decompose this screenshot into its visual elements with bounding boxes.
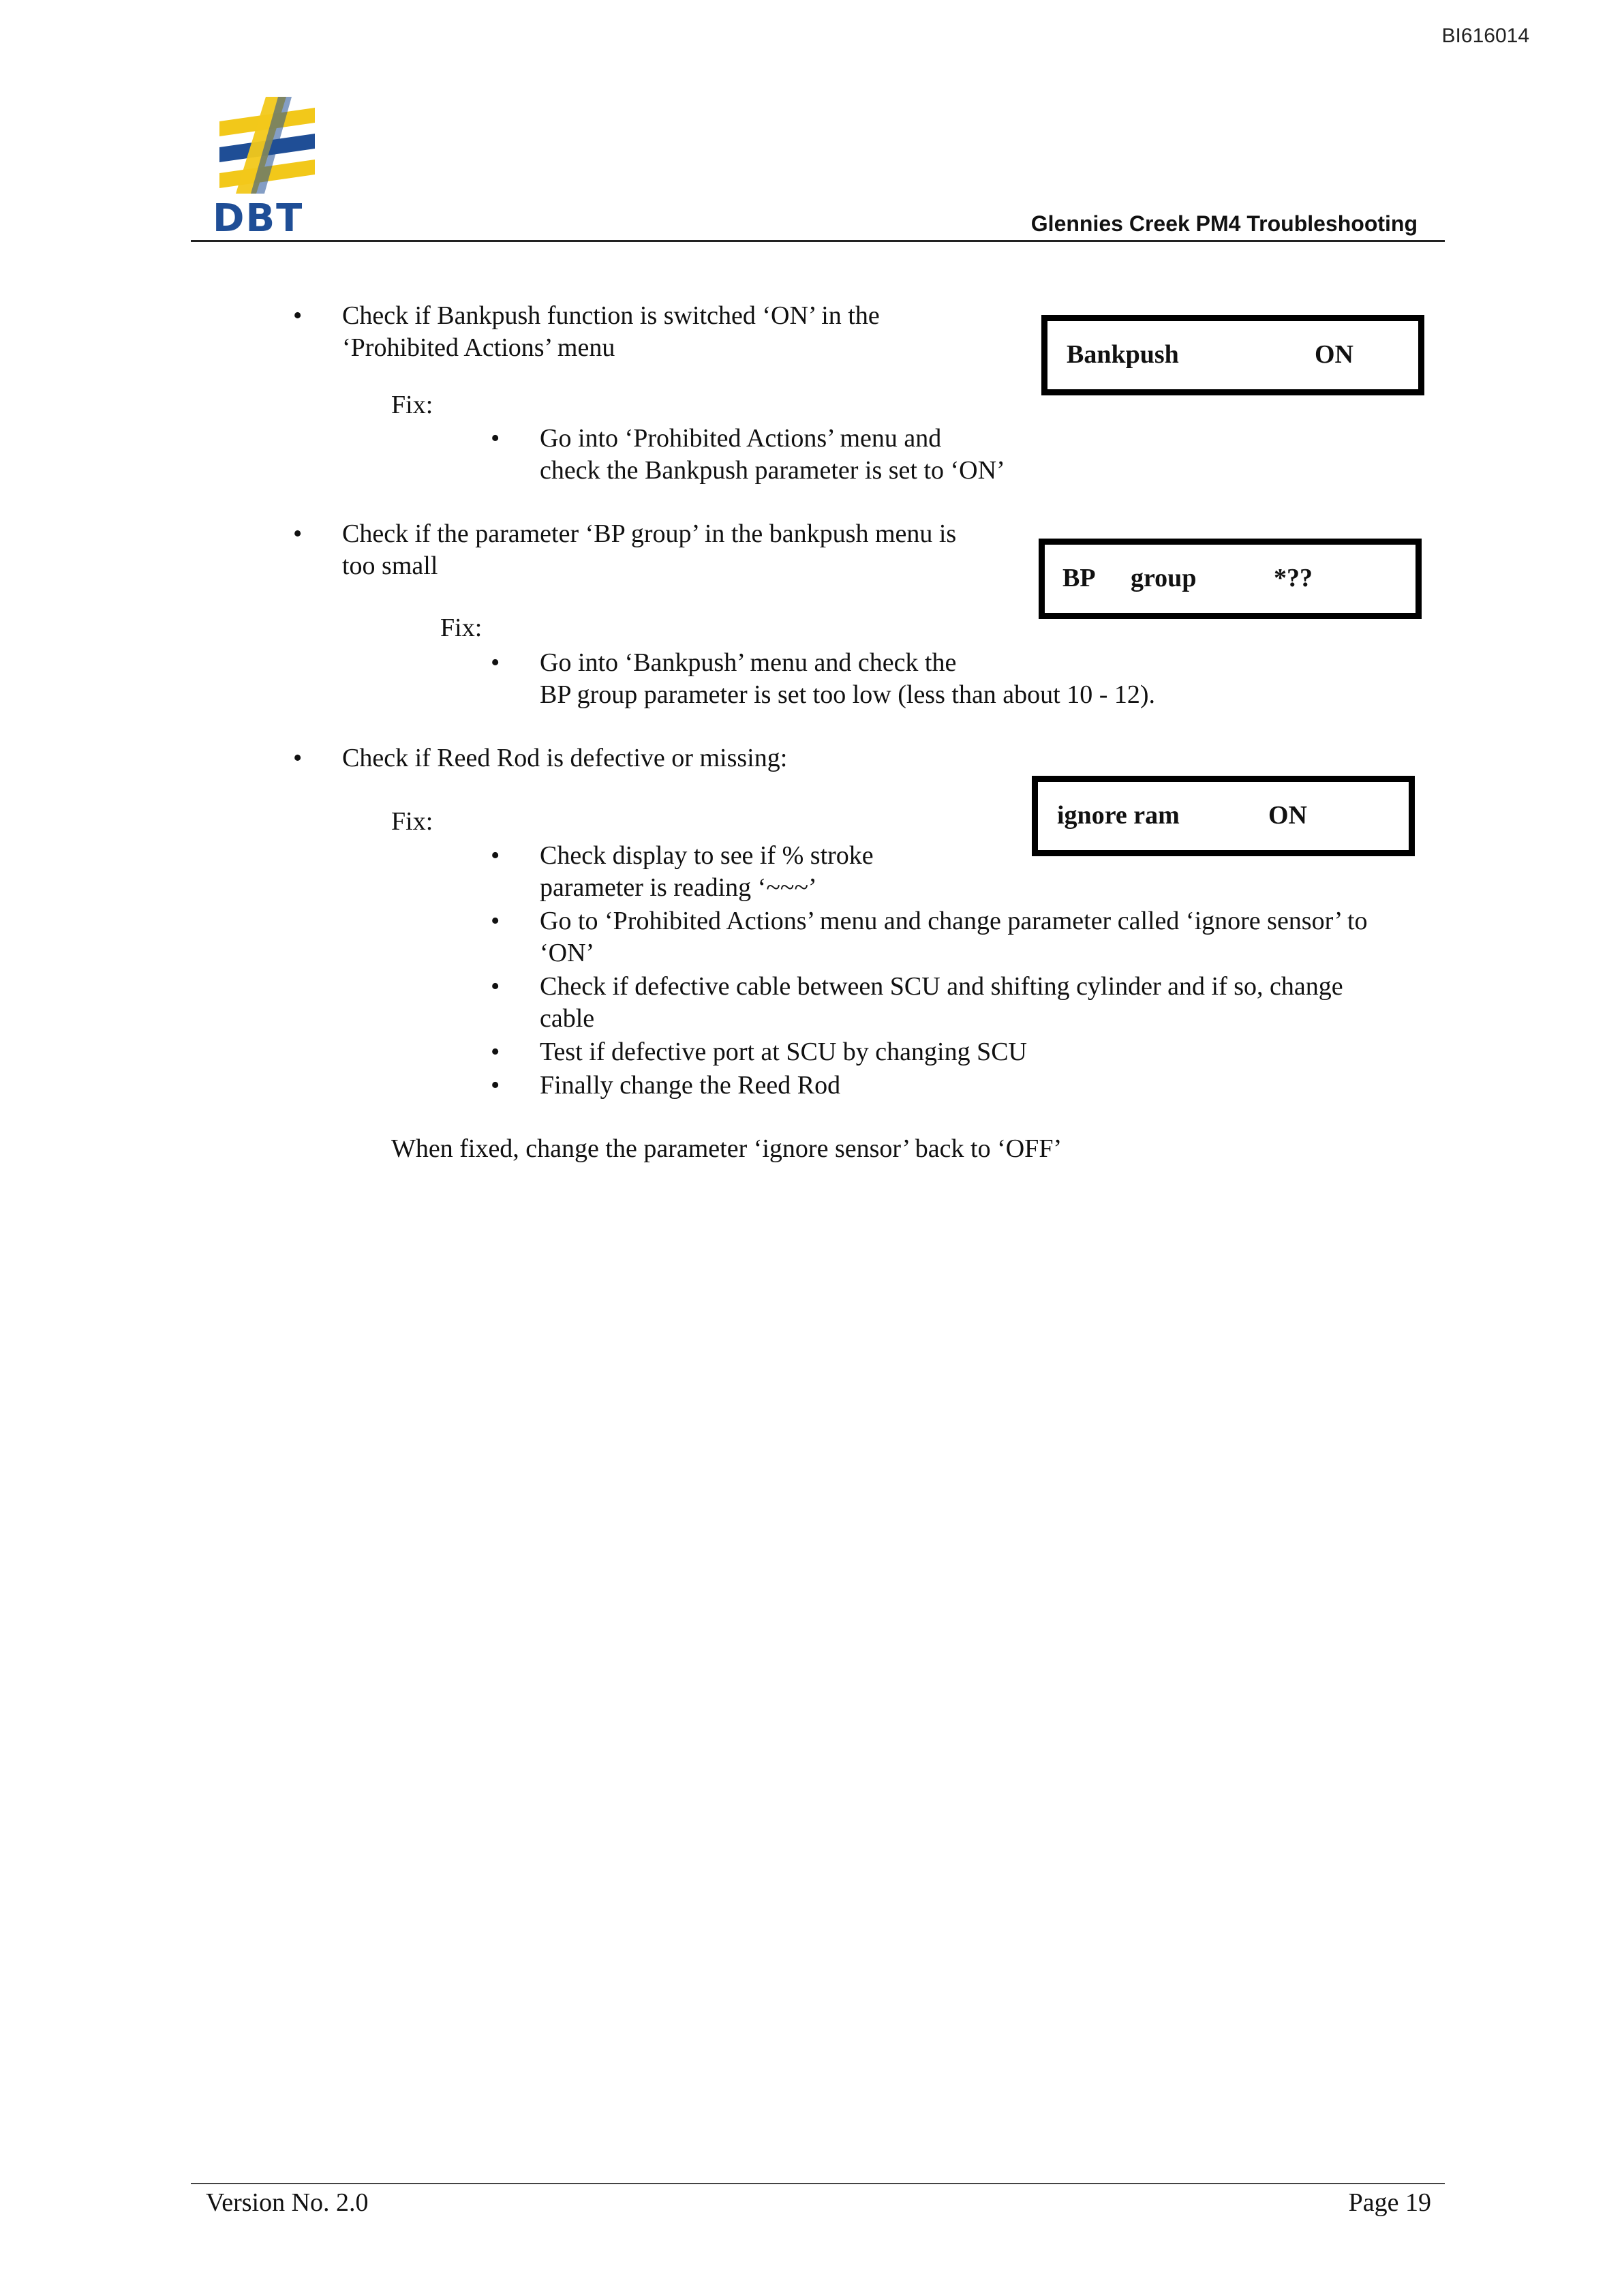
fix-3-item-2-line-1: Go to ‘Prohibited Actions’ menu and change parameter called ‘ignore sensor’ to <box>540 907 1368 935</box>
bullet-3: • <box>293 744 303 772</box>
check-2-line-2: too small <box>342 552 438 580</box>
fix-label-1: Fix: <box>391 391 433 419</box>
fix-3-item-3-line-1: Check if defective cable between SCU and shifting cylinder and if so, change <box>540 972 1343 1001</box>
fix-3-item-1-line-2: parameter is reading ‘~~~’ <box>540 873 817 902</box>
bullet-1: • <box>293 301 303 330</box>
fix-1-item-1-line-2: check the Bankpush parameter is set to ‘ON’ <box>540 456 1005 485</box>
fix-3-item-2-line-2: ‘ON’ <box>540 939 595 967</box>
fix-bullet: • <box>491 424 500 453</box>
fix-3-item-1-line-1: Check display to see if % stroke <box>540 841 874 870</box>
footer-page-number: Page 19 <box>1348 2188 1431 2217</box>
fix-2-item-1-line-2: BP group parameter is set too low (less than about 10 - 12). <box>540 680 1156 709</box>
check-3-line-1: Check if Reed Rod is defective or missing: <box>342 744 788 772</box>
display-ignore-ram <box>1032 776 1415 856</box>
check-2-line-1: Check if the parameter ‘BP group’ in the bankpush menu is <box>342 519 957 548</box>
closing-note: When fixed, change the parameter ‘ignore sensor’ back to ‘OFF’ <box>391 1134 1062 1163</box>
bullet-2: • <box>293 519 303 548</box>
fix-2-item-1-line-1: Go into ‘Bankpush’ menu and check the <box>540 648 957 677</box>
dbt-logo-icon <box>213 94 328 196</box>
dbt-logo <box>213 94 328 241</box>
display-value: ON <box>1315 340 1353 369</box>
fix-bullet: • <box>491 1071 500 1100</box>
fix-3-item-4: Test if defective port at SCU by changing SCU <box>540 1038 1027 1066</box>
fix-label-3: Fix: <box>391 807 433 836</box>
fix-3-item-3-line-2: cable <box>540 1004 595 1033</box>
footer-divider <box>191 2183 1445 2184</box>
display-bp-group <box>1039 539 1422 619</box>
check-1-line-1: Check if Bankpush function is switched ‘ON’ in the <box>342 301 880 330</box>
fix-bullet: • <box>491 841 500 870</box>
fix-label-2: Fix: <box>440 614 483 642</box>
document-id: BI616014 <box>1441 25 1529 47</box>
display-param-prefix: BP <box>1062 564 1096 592</box>
display-bankpush <box>1041 315 1424 395</box>
display-param: ignore ram <box>1057 801 1180 830</box>
fix-1-item-1-line-1: Go into ‘Prohibited Actions’ menu and <box>540 424 942 453</box>
header-divider <box>191 240 1445 242</box>
display-value: ON <box>1268 801 1307 830</box>
display-param: group <box>1131 564 1197 592</box>
fix-3-item-5: Finally change the Reed Rod <box>540 1071 841 1100</box>
fix-bullet: • <box>491 1038 500 1066</box>
logo-wordmark: DBT <box>213 196 304 241</box>
check-1-line-2: ‘Prohibited Actions’ menu <box>342 333 615 362</box>
footer-version: Version No. 2.0 <box>206 2188 369 2217</box>
display-param: Bankpush <box>1067 340 1179 369</box>
fix-bullet: • <box>491 648 500 677</box>
display-value: *?? <box>1274 564 1313 592</box>
fix-bullet: • <box>491 972 500 1001</box>
header-title: Glennies Creek PM4 Troubleshooting <box>1030 211 1418 236</box>
fix-bullet: • <box>491 907 500 935</box>
